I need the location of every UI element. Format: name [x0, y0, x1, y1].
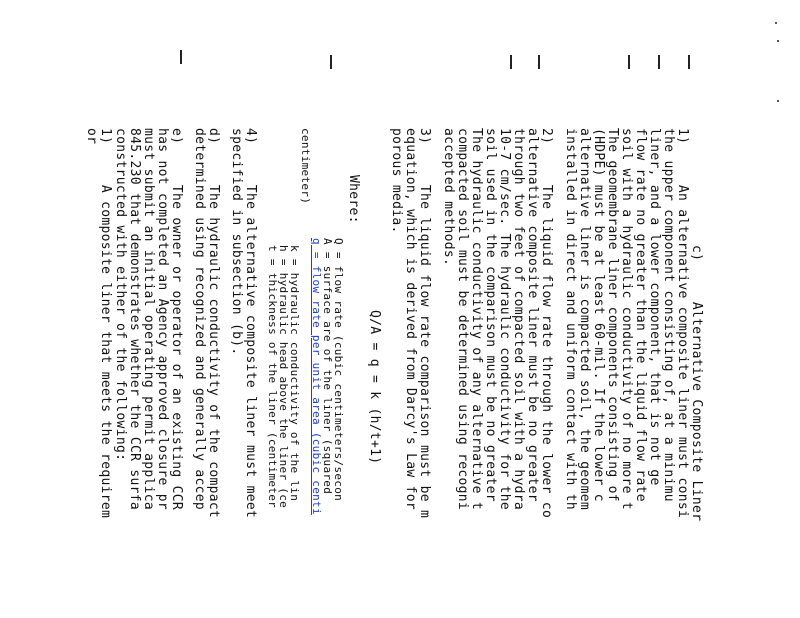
- variable-definition: centimeter): [299, 128, 312, 205]
- variable-definition: k = hydraulic conductivity of the lin: [288, 245, 301, 502]
- variable-definition: h = hydraulic head above the liner (ce: [277, 245, 290, 509]
- text-line: soil with a hydraulic conductivity of no more t: [619, 128, 634, 510]
- text-line: or: [84, 128, 99, 145]
- text-line: through two feet of compacted soil with a hydra: [511, 128, 526, 510]
- text-line: the upper component consisting of, at a minimu: [661, 128, 676, 502]
- variable-definition: t = thickness of the liner (centimeter: [266, 245, 279, 509]
- text-line: The geomembrane liner components consisting of: [605, 128, 620, 502]
- text-line: (HDPE) must be at least 60-mil. If the lower c: [591, 128, 606, 502]
- text-line: 845.230 that demonstrates whether the CCR surfa: [127, 128, 142, 510]
- text-line: must submit an initial operating permit applica: [141, 128, 156, 510]
- text-line: alternative composite liner must be no greater: [525, 128, 540, 502]
- text-line: 10-7 cm/sec. The hydraulic conductivity for the: [497, 128, 512, 510]
- margin-dash-mark: [688, 55, 690, 69]
- text-line: alternative liner is compacted soil, the geomem: [577, 128, 592, 510]
- text-line: 1) An alternative composite liner must consi: [675, 128, 690, 519]
- text-line: installed in direct and uniform contact with th: [563, 128, 578, 510]
- margin-dash-mark: [330, 55, 332, 69]
- margin-dash-mark: [658, 55, 660, 69]
- margin-dot-mark: [777, 100, 779, 102]
- text-line: has not completed an Agency approved closure pr: [155, 128, 170, 510]
- text-line: The hydraulic conductivity of any alternative t: [469, 128, 484, 510]
- variable-definition-highlighted: q = flow rate per unit area (cubic centi: [310, 238, 323, 515]
- margin-dash-mark: [510, 55, 512, 69]
- text-line: compacted soil must be determined using recogni: [455, 128, 470, 510]
- margin-dash-mark: [628, 55, 630, 69]
- text-line: 3) The liquid flow rate comparison must be m: [417, 128, 432, 519]
- margin-dash-mark: [180, 50, 182, 64]
- section-heading: c) Alternative Composite Liner: [689, 245, 704, 522]
- text-line: 1) A composite liner that meets the requirem: [98, 128, 113, 519]
- darcy-equation: Q/A = q = k (h/t+1): [367, 310, 382, 465]
- variable-definition: Q = flow rate (cubic centimeters/secon: [332, 238, 345, 502]
- text-line: 4) The alternative composite liner must meet: [243, 128, 258, 519]
- text-line: equation, which is derived from Darcy's Law for: [403, 128, 418, 510]
- margin-dot-mark: [777, 40, 779, 42]
- text-line: accepted methods.: [441, 128, 456, 267]
- where-label: Where:: [346, 175, 361, 224]
- text-line: liner, and a lower component, that is not ge: [647, 128, 662, 486]
- text-line: specified in subsection (b).: [229, 128, 244, 356]
- variable-definition: A = surface are of the liner (squared: [321, 238, 334, 495]
- text-line: determined using recognized and generally accep: [192, 128, 207, 510]
- text-line: porous media.: [389, 128, 404, 234]
- text-line: soil used in the comparison must be no greater: [483, 128, 498, 502]
- text-line: e) The owner or operator of an existing CCR: [169, 128, 184, 510]
- text-line: constructed with either of the following:: [113, 128, 128, 462]
- text-line: d) The hydraulic conductivity of the compact: [206, 128, 221, 519]
- margin-dot-mark: [775, 22, 777, 24]
- text-line: flow rate no greater than the liquid flow rate: [633, 128, 648, 502]
- margin-dash-mark: [538, 55, 540, 69]
- text-line: 2) The liquid flow rate through the lower co: [539, 128, 554, 519]
